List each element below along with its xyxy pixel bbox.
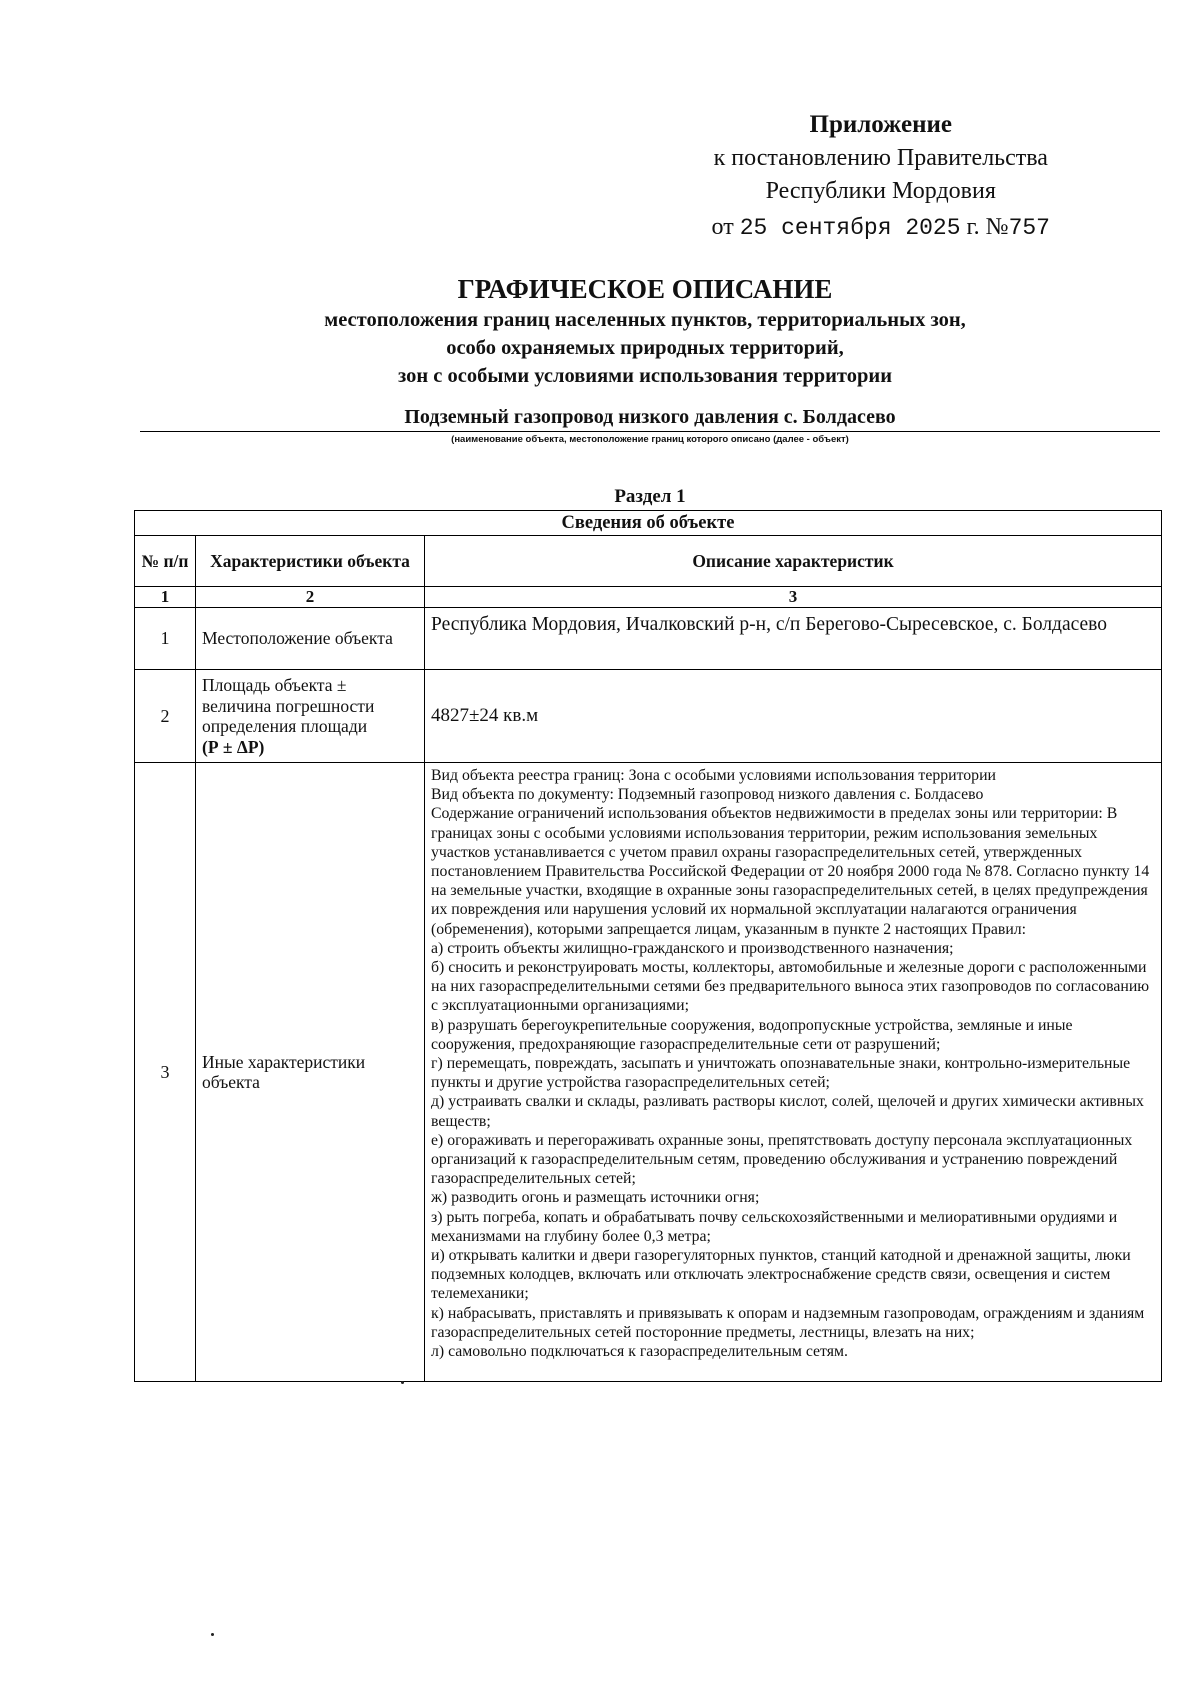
table-row	[135, 670, 1162, 763]
resolution-number: 757	[1008, 215, 1050, 241]
appendix-line-1: к постановлению Правительства	[713, 145, 1048, 171]
header-description: Описание характеристик	[425, 536, 1162, 587]
row-characteristic: Местоположение объекта	[196, 608, 425, 670]
table-row	[135, 608, 1162, 670]
table-title: Сведения об объекте	[135, 511, 1162, 536]
row-characteristic: Площадь объекта ± величина погрешности определения площади	[202, 675, 375, 736]
description-line: Содержание ограничений использования объектов недвижимости в пределах зоны или территории: В границах зоны с особыми условиями использования территории, режим использования земельных участков устанавливается с учетом правил охраны газораспределительных сетей, утвержденных постановлением Правительства Российской Федерации от 20 ноября 2000 года № 878. Согласно пункту 14 на земельные участки, входящие в охранные зоны газораспределительных сетей, в целях предупреждения их повреждения или нарушения условий их нормальной эксплуатации налагаются ограничения (обременения), которыми запрещается лицам, указанным в пункте 2 настоящих Правил:	[431, 805, 1150, 938]
table-header-row	[135, 536, 1162, 587]
object-underline	[140, 431, 1160, 432]
row-description: Республика Мордовия, Ичалковский р-н, с/п Берегово-Сыресевское, с. Болдасево	[425, 608, 1162, 670]
heading-main: ГРАФИЧЕСКОЕ ОПИСАНИЕ	[457, 274, 833, 304]
restriction-item: а) строить объекты жилищно-гражданского и производственного назначения;	[431, 939, 954, 957]
row-description	[425, 763, 1162, 1382]
appendix-title: Приложение	[809, 111, 952, 138]
header-characteristic: Характеристики объекта	[196, 536, 425, 587]
row-characteristic-cell	[196, 670, 425, 763]
appendix-block	[712, 108, 1050, 245]
scan-speck	[401, 1381, 404, 1384]
object-info-table	[134, 510, 1162, 1382]
date-prefix: от	[711, 214, 734, 240]
restriction-item: д) устраивать свалки и склады, разливать растворы кислот, солей, щелочей и других химически активных веществ;	[431, 1093, 1144, 1130]
restriction-item: ж) разводить огонь и размещать источники огня;	[431, 1189, 760, 1207]
restriction-item: е) огораживать и перегораживать охранные зоны, препятствовать доступу персонала эксплуатационных организаций к газораспределительным сетям, проведению обслуживания и устранению повреждений газораспределительных сетей;	[431, 1131, 1133, 1188]
restriction-item: и) открывать калитки и двери газорегуляторных пунктов, станций катодной и дренажной защиты, люки подземных колодцев, включать или отключать электроснабжение средств связи, освещения и систем телемеханики;	[431, 1247, 1131, 1303]
date-mid: г. №	[966, 214, 1009, 240]
restriction-item: б) сносить и реконструировать мосты, коллекторы, автомобильные и железные дороги с расположенными на них газораспределительными сетями без предварительного выноса этих газопроводов по согласованию с эксплуатационными организациями;	[431, 959, 1150, 1015]
row-number: 2	[135, 670, 196, 763]
row-number: 3	[135, 763, 196, 1382]
header-number: № п/п	[135, 536, 196, 587]
heading-sub-3: зон с особыми условиями использования территории	[397, 365, 893, 387]
column-number-3: 3	[425, 587, 1162, 608]
heading-sub-1: местоположения границ населенных пунктов, территориальных зон,	[324, 309, 966, 331]
table-title-row	[135, 511, 1162, 536]
object-name: Подземный газопровод низкого давления с. Болдасево	[404, 406, 896, 428]
restriction-item: з) рыть погреба, копать и обрабатывать почву сельскохозяйственными и мелиоративными орудиями и механизмами на глубину более 0,3 метра;	[431, 1208, 1118, 1245]
appendix-line-2: Республики Мордовия	[765, 178, 996, 204]
restriction-item: г) перемещать, повреждать, засыпать и уничтожать опознавательные знаки, контрольно-измерительные пункты и другие устройства газораспределительных сетей;	[431, 1055, 1131, 1092]
table-row	[135, 763, 1162, 1382]
document-heading	[130, 272, 1160, 390]
description-line: Вид объекта по документу: Подземный газопровод низкого давления с. Болдасево	[431, 786, 984, 804]
object-caption: (наименование объекта, местоположение границ которого описано (далее - объект)	[451, 434, 849, 445]
row-description: 4827±24 кв.м	[425, 670, 1162, 763]
date-typed: 25 сентября 2025	[739, 215, 961, 241]
appendix-date	[712, 210, 1050, 245]
row-characteristic-formula: (Р ± ΔР)	[202, 736, 265, 757]
column-number-1: 1	[135, 587, 196, 608]
scan-speck	[211, 1633, 214, 1636]
restriction-item: к) набрасывать, приставлять и привязывать к опорам и надземным газопроводам, ограждениям и зданиям газораспределительных сетей посторонние предметы, лестницы, влезать на них;	[431, 1304, 1145, 1341]
heading-sub-2: особо охраняемых природных территорий,	[446, 337, 844, 359]
restriction-item: в) разрушать берегоукрепительные сооружения, водопропускные устройства, земляные и иные сооружения, предохраняющие газораспределительные сети от разрушений;	[431, 1016, 1073, 1053]
row-number: 1	[135, 608, 196, 670]
column-number-row	[135, 587, 1162, 608]
restriction-item: л) самовольно подключаться к газораспределительным сетям.	[431, 1343, 848, 1361]
row-characteristic: Иные характеристики объекта	[196, 763, 425, 1382]
section-title: Раздел 1	[614, 486, 686, 507]
column-number-2: 2	[196, 587, 425, 608]
description-line: Вид объекта реестра границ: Зона с особыми условиями использования территории	[431, 767, 996, 784]
